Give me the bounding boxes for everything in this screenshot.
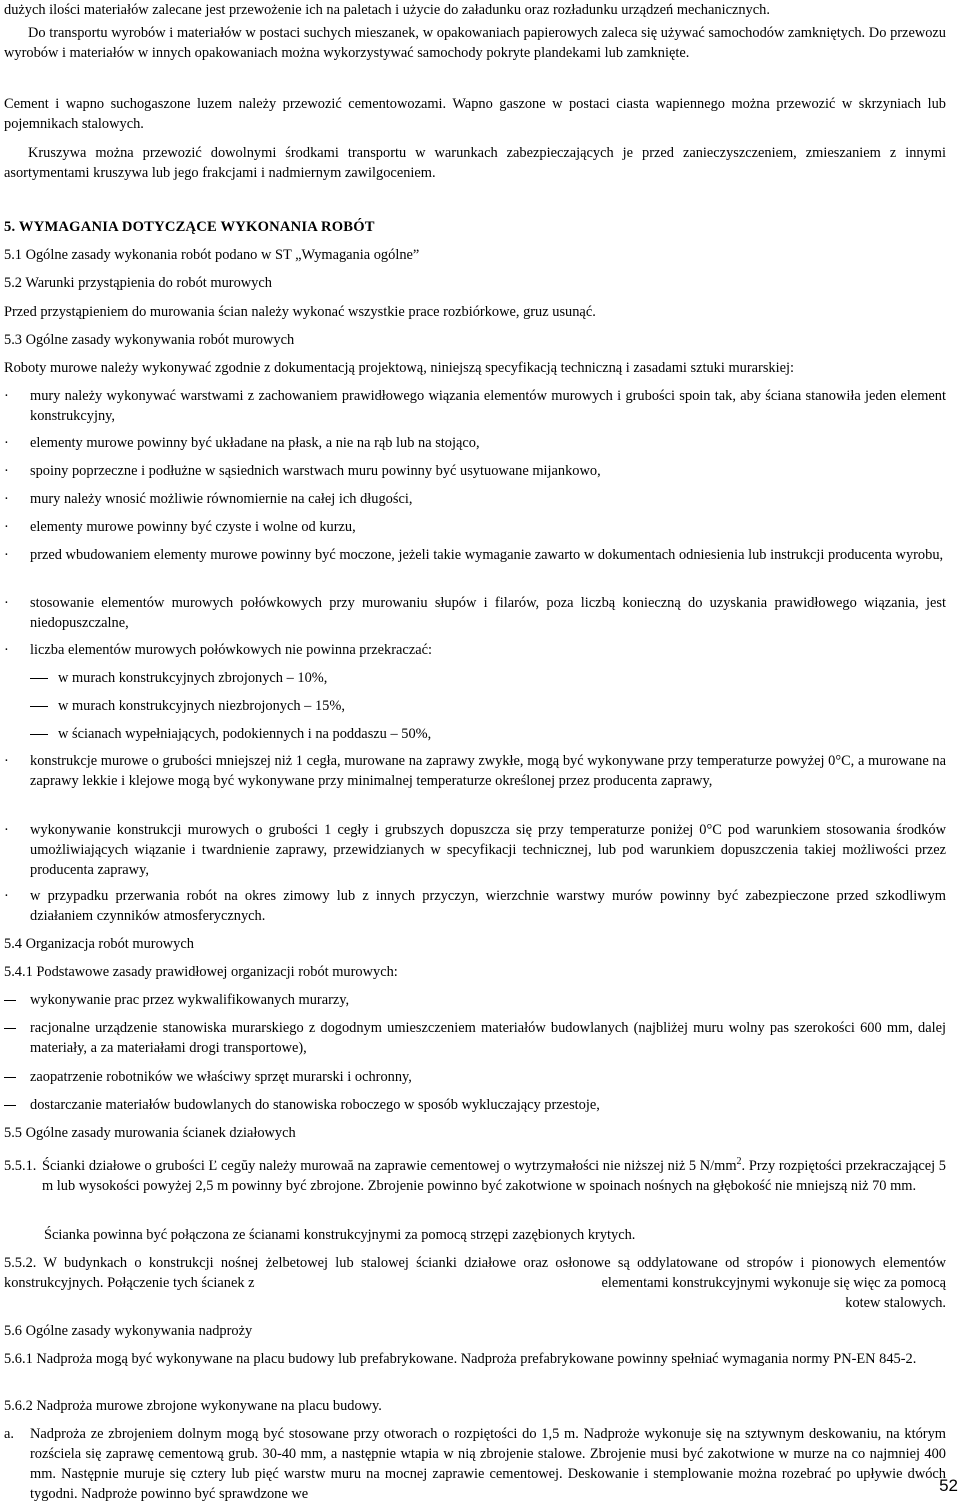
dash-marker <box>30 706 48 707</box>
bullet-marker: · <box>4 547 9 563</box>
dash-marker <box>30 678 48 679</box>
section-5-5-heading: 5.5 Ogólne zasady murowania ścianek działowych <box>4 1125 296 1141</box>
bullet-marker: · <box>4 888 9 904</box>
section-5-3-intro: Roboty murowe należy wykonywać zgodnie z dokumentacją projektową, niniejszą specyfikacją techniczną i zasadami sztuki murarskiej: <box>4 360 795 376</box>
bullet-marker: · <box>4 491 9 507</box>
section-number: 5.5.1. <box>4 1158 37 1174</box>
bullet-marker: · <box>4 595 9 611</box>
paragraph-intro-4: Kruszywa można przewozić dowolnymi środkami transportu w warunkach zabezpieczających je przed zanieczyszczeniem, zmieszaniem z innymi asortymentami kruszywa lub jego frakcjami i nadmiernym zawilgoceniem. <box>4 145 946 181</box>
dash-marker <box>4 1105 16 1106</box>
list-item: · elementy murowe powinny być układane na płask, a nie na rąb lub na stojąco, <box>4 435 480 451</box>
section-5-5-2-part-2: elementami konstrukcyjnymi wykonuje się więc za pomocą kotew stalowych. <box>601 1275 946 1311</box>
section-5-5-1-note: Ścianka powinna być połączona ze ścianami konstrukcyjnymi za pomocą strzępi zazębionych krytych. <box>44 1227 636 1243</box>
list-item: · mury należy wykonywać warstwami z zachowaniem prawidłowego wiązania elementów murowych i grubości spoin tak, aby ściana stanowiła jeden element konstrukcyjny, <box>4 388 946 424</box>
paragraph-intro-2: Do transportu wyrobów i materiałów w postaci suchych mieszanek, w opakowaniach papierowych zaleca się używać samochodów zamkniętych. Do przewozu wyrobów i materiałów w innych opakowaniach można wykorzystywać samochody pokryte plandekami lub zamknięte. <box>4 25 946 61</box>
list-item: · konstrukcje murowe o grubości mniejszej niż 1 cegła, murowane na zaprawy zwykłe, mogą być wykonywane przy temperaturze powyżej 0°C, a murowane na zaprawy lekkie i klejowe mogą być wykonywane przy minimalnej temperaturze określonej przez producenta zaprawy, <box>4 753 946 789</box>
section-5-4-heading: 5.4 Organizacja robót murowych <box>4 936 194 952</box>
list-item: · elementy murowe powinny być czyste i wolne od kurzu, <box>4 519 356 535</box>
section-5-4-1-heading: 5.4.1 Podstawowe zasady prawidłowej organizacji robót murowych: <box>4 964 398 980</box>
section-5-2-text: Przed przystąpieniem do murowania ścian należy wykonać wszystkie prace rozbiórkowe, gruz usunąć. <box>4 304 596 320</box>
page-number: 52 <box>939 1476 958 1495</box>
sub-list-item: w murach konstrukcyjnych zbrojonych – 10%, <box>30 668 930 688</box>
section-5-5-1: 5.5.1. Ścianki działowe o grubości Ľ cegŭy należy murowaă na zaprawie cementowej o wytrzymałości nie niższej niż 5 $N/mm^2$. Przy rozpiętości przekraczającej 5 m lub wysokości powyżej 2,5 m powinny być zbrojone. Zbrojenie powinno być zakotwione w spoinach nośnych na głębokość nie mniejszą niż 70 mm. <box>4 1156 946 1194</box>
list-item: · spoiny poprzeczne i podłużne w sąsiednich warstwach muru powinny być usytuowane mijankowo, <box>4 463 601 479</box>
section-5-5-2-part-1: 5.5.2. W budynkach o konstrukcji nośnej żelbetowej lub stalowej ścianki działowe oraz osłonowe są oddylatowane od stropów i pionowych elementów konstrukcyjnych. Połączenie tych ścianek z <box>4 1255 946 1291</box>
section-5-6-2-heading: 5.6.2 Nadproża murowe zbrojone wykonywane na placu budowy. <box>4 1398 382 1414</box>
list-item: racjonalne urządzenie stanowiska murarskiego z dogodnym umieszczeniem materiałów budowlanych (najbliżej muru wolny pas szerokości 600 mm, dalej materiały, a za materiałami drogi transportowe), <box>4 1018 946 1058</box>
list-item: wykonywanie prac przez wykwalifikowanych murarzy, <box>4 990 946 1010</box>
bullet-marker: · <box>4 463 9 479</box>
section-5-3-heading: 5.3 Ogólne zasady wykonywania robót murowych <box>4 332 295 348</box>
section-5-6-heading: 5.6 Ogólne zasady wykonywania nadproży <box>4 1323 253 1339</box>
bullet-marker: · <box>4 822 9 838</box>
section-5-6-2-a: a. Nadproża ze zbrojeniem dolnym mogą być stosowane przy otworach o rozpiętości do 1,5 m. Nadproże wykonuje się na sztywnym deskowaniu, na którym rozściela się zaprawę cementową grub. 30-40 mm, a następnie wtapia w nią zbrojenie stalowe. Zbrojenie musi być zakotwione w murze na co najmniej 400 mm. Następnie muruje się cztery lub pięć warstw muru na mocnej zaprawie cementowej. Deskowanie i stemplowanie można rozebrać po upływie dwóch tygodni. Nadproże powinno być sprawdzone we <box>4 1426 946 1502</box>
list-item: · w przypadku przerwania robót na okres zimowy lub z innych przyczyn, wierzchnie warstwy murów powinny być zabezpieczone przed szkodliwym działaniem czynników atmosferycznych. <box>4 888 946 924</box>
section-5-6-1: 5.6.1 Nadproża mogą być wykonywane na placu budowy lub prefabrykowane. Nadproża prefabrykowane powinny spełniać wymagania normy PN-EN 845-2. <box>4 1351 917 1367</box>
dash-marker <box>4 1000 16 1001</box>
section-5-2-heading: 5.2 Warunki przystąpienia do robót murowych <box>4 275 272 291</box>
list-item: · przed wbudowaniem elementy murowe powinny być moczone, jeżeli takie wymaganie zawarto w dokumentach odniesienia lub instrukcji producenta wyrobu, <box>4 547 944 563</box>
paragraph-intro-1: dużych ilości materiałów zalecane jest przewożenie ich na paletach i użycie do załadunku oraz rozładunku urządzeń mechanicznych. <box>4 2 770 18</box>
dash-marker <box>4 1077 16 1078</box>
sub-list-item: w murach konstrukcyjnych niezbrojonych – 15%, <box>30 696 930 716</box>
list-item: · mury należy wnosić możliwie równomiernie na całej ich długości, <box>4 491 413 507</box>
bullet-marker: · <box>4 753 9 769</box>
item-marker: a. <box>4 1426 14 1442</box>
dash-marker <box>4 1028 16 1029</box>
sub-list-item: w ścianach wypełniających, podokiennych i na poddaszu – 50%, <box>30 724 930 744</box>
superscript: 2 <box>736 1156 742 1168</box>
bullet-marker: · <box>4 435 9 451</box>
list-item: · wykonywanie konstrukcji murowych o grubości 1 cegły i grubszych dopuszcza się przy temperaturze poniżej 0°C pod warunkiem stosowania środków umożliwiających wiązanie i twardnienie zaprawy, przewidzianych w specyfikacji technicznej, lub pod warunkiem dopuszczenia takiej możliwości przez producenta zaprawy, <box>4 822 946 878</box>
list-item: · liczba elementów murowych połówkowych nie powinna przekraczać: <box>4 642 432 658</box>
list-item: dostarczanie materiałów budowlanych do stanowiska roboczego w sposób wykluczający przestoje, <box>4 1095 946 1115</box>
bullet-marker: · <box>4 642 9 658</box>
section-5-1-heading: 5.1 Ogólne zasady wykonania robót podano w ST „Wymagania ogólne” <box>4 247 420 263</box>
section-5-heading: 5. WYMAGANIA DOTYCZĄCE WYKONANIA ROBÓT <box>4 219 375 235</box>
paragraph-intro-3: Cement i wapno suchogaszone luzem należy przewozić cementowozami. Wapno gaszone w postaci ciasta wapiennego można przewozić w skrzyniach lub pojemnikach stalowych. <box>4 96 946 132</box>
list-item: zaopatrzenie robotników we właściwy sprzęt murarski i ochronny, <box>4 1067 946 1087</box>
dash-marker <box>30 734 48 735</box>
bullet-marker: · <box>4 388 9 404</box>
list-item: · stosowanie elementów murowych połówkowych przy murowaniu słupów i filarów, poza liczbą konieczną do uzyskania prawidłowego wiązania, jest niedopuszczalne, <box>4 595 946 631</box>
bullet-marker: · <box>4 519 9 535</box>
